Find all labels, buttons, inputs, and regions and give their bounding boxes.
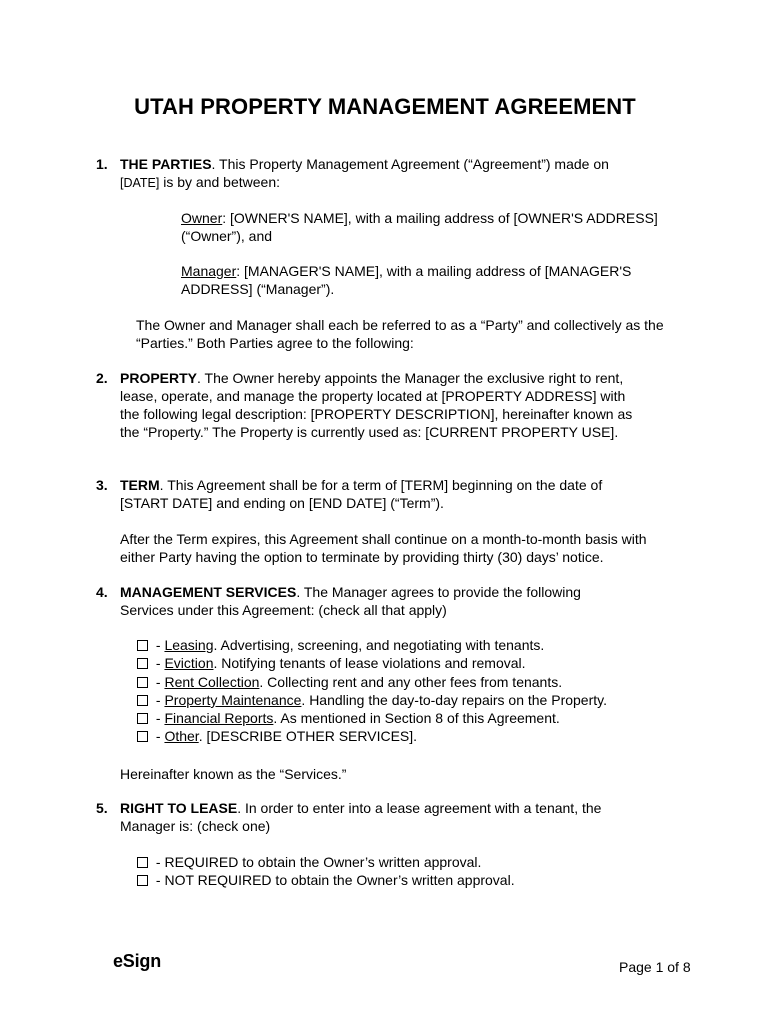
section-heading: PROPERTY	[120, 370, 198, 386]
services-checklist	[137, 636, 697, 746]
section-number: 1.	[96, 156, 108, 172]
term-renewal: After the Term expires, this Agreement shall continue on a month-to-month basis with either Party having the option to terminate by providing thirty (30) days’ notice.	[120, 531, 647, 565]
separator: -	[152, 854, 165, 870]
section-text: . This Property Management Agreement (“Agreement”) made on	[211, 156, 609, 172]
checkbox[interactable]	[137, 658, 148, 669]
service-desc: . Handling the day-to-day repairs on the Property.	[301, 691, 607, 708]
service-desc: . Notifying tenants of lease violations and removal.	[213, 655, 526, 672]
section-number: 4.	[96, 584, 108, 600]
section-heading: RIGHT TO LEASE	[120, 800, 238, 816]
separator: -	[152, 872, 165, 889]
separator: -	[152, 655, 165, 672]
checkbox[interactable]	[137, 713, 148, 724]
service-item-property-maintenance	[137, 691, 697, 709]
option-label: REQUIRED to obtain the Owner’s written approval.	[164, 854, 482, 870]
option-not-required	[137, 871, 697, 889]
separator: -	[152, 728, 165, 745]
checkbox[interactable]	[137, 677, 148, 688]
section-heading: MANAGEMENT SERVICES	[120, 584, 297, 600]
services-definition: Hereinafter known as the “Services.”	[120, 766, 347, 782]
section-text-cont: is by and between:	[159, 174, 280, 190]
section-heading: THE PARTIES	[120, 156, 212, 172]
parties-closing: The Owner and Manager shall each be referred to as a “Party” and collectively as the “Parties.” Both Parties agree to the following:	[136, 317, 664, 351]
manager-text: : [MANAGER'S NAME], with a mailing address of [MANAGER'S ADDRESS] (“Manager”).	[181, 263, 632, 297]
separator: -	[152, 691, 165, 708]
esign-logo: eSign	[113, 951, 162, 971]
section-number: 5.	[96, 800, 108, 816]
option-label: NOT REQUIRED to obtain the Owner’s written approval.	[164, 872, 515, 889]
option-required	[137, 853, 697, 871]
separator: -	[152, 673, 165, 690]
section-text: . This Agreement shall be for a term of [TERM] beginning on the date of [START DATE] and ending on [END DATE] (“Term”).	[120, 477, 603, 511]
owner-clause	[181, 209, 681, 245]
section-text: . The Manager agrees to provide the following Services under this Agreement: (check all that apply)	[120, 584, 581, 618]
owner-label: Owner	[181, 210, 223, 226]
section-heading: TERM	[120, 477, 160, 493]
section-parties	[96, 155, 686, 192]
lease-approval-options	[137, 853, 697, 890]
manager-label: Manager	[181, 263, 237, 279]
service-item-rent-collection	[137, 673, 697, 691]
service-label: Property Maintenance	[164, 691, 302, 708]
service-item-other	[137, 727, 697, 745]
service-item-financial-reports	[137, 709, 697, 727]
service-desc: . Advertising, screening, and negotiating with tenants.	[213, 637, 545, 653]
service-label: Financial Reports	[164, 710, 274, 727]
service-desc: . [DESCRIBE OTHER SERVICES].	[198, 728, 418, 745]
manager-clause	[181, 262, 681, 298]
section-management-services	[96, 583, 686, 619]
service-label: Eviction	[164, 655, 214, 672]
checkbox[interactable]	[137, 731, 148, 742]
checkbox[interactable]	[137, 695, 148, 706]
separator: -	[152, 637, 165, 653]
service-desc: . As mentioned in Section 8 of this Agreement.	[273, 710, 560, 727]
section-number: 2.	[96, 370, 108, 386]
page-number: Page 1 of 8	[619, 959, 691, 975]
checkbox[interactable]	[137, 640, 148, 651]
document-title: UTAH PROPERTY MANAGEMENT AGREEMENT	[134, 94, 636, 119]
service-item-leasing	[137, 636, 697, 654]
service-label: Leasing	[164, 637, 214, 653]
section-term	[96, 476, 686, 512]
section-number: 3.	[96, 477, 108, 493]
service-item-eviction	[137, 654, 697, 672]
section-text: . In order to enter into a lease agreement with a tenant, the Manager is: (check one)	[120, 800, 602, 834]
checkbox[interactable]	[137, 875, 148, 886]
section-property	[96, 369, 686, 441]
service-label: Other	[164, 728, 199, 745]
section-right-to-lease	[96, 799, 686, 835]
service-label: Rent Collection	[164, 673, 260, 690]
checkbox[interactable]	[137, 857, 148, 868]
date-placeholder: [DATE]	[120, 176, 160, 190]
owner-text: : [OWNER'S NAME], with a mailing address of [OWNER'S ADDRESS] (“Owner”), and	[181, 210, 658, 244]
service-desc: . Collecting rent and any other fees from tenants.	[259, 673, 563, 690]
section-text: . The Owner hereby appoints the Manager the exclusive right to rent, lease, operate, and manage the property located at [PROPERTY ADDRESS] with the following legal description: [PROPERTY DESCRIPTION], hereinafter known as the “Property.” The Property is currently used as: [CURRENT PROPERTY USE].	[120, 370, 633, 440]
separator: -	[152, 710, 165, 727]
